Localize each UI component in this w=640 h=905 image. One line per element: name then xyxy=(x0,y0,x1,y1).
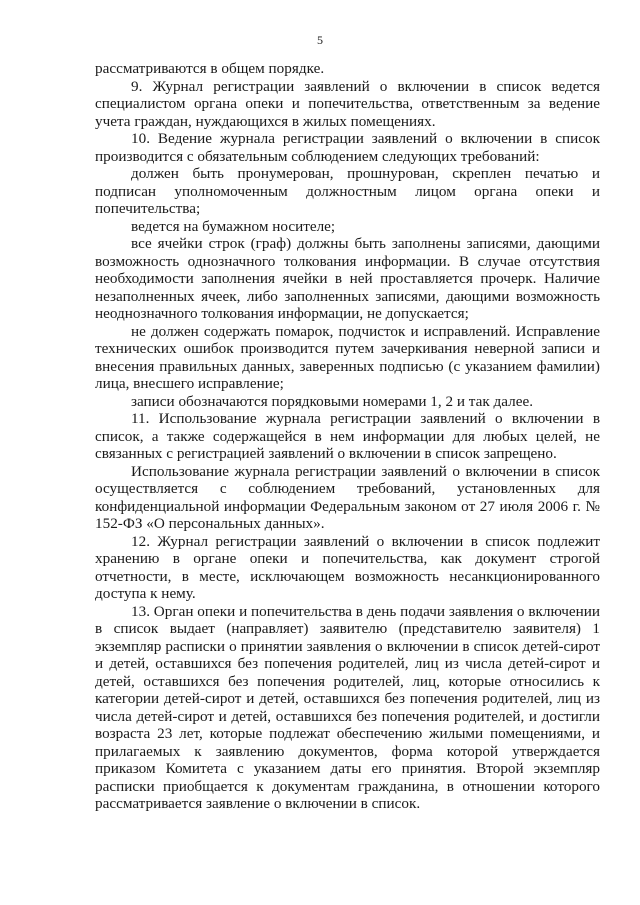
paragraph: записи обозначаются порядковыми номерами 1, 2 и так далее. xyxy=(131,392,534,410)
paragraph: Использование журнала регистрации заявлений о включении в список осуществляется с соблюдением требований, установленных для конфиденциальной информации Федеральным законом от 27 июля 2006 г. № 152-ФЗ «О персональных данных». xyxy=(95,462,600,532)
paragraph: 12. Журнал регистрации заявлений о включении в список подлежит хранению в органе опеки и попечительства, как документ строгой отчетности, в месте, исключающем возможность несанкционированного доступа к нему. xyxy=(95,532,600,602)
paragraph: 11. Использование журнала регистрации заявлений о включении в список, а также содержащейся в нем информации для любых целей, не связанных с регистрацией заявлений о включении в список запрещено. xyxy=(95,410,600,462)
paragraph: не должен содержать помарок, подчисток и исправлений. Исправление технических ошибок производится путем зачеркивания неверной записи и внесения правильных данных, заверенных подписью (с указанием фамилии) лица, внесшего исправление; xyxy=(95,322,600,392)
page-number: 5 xyxy=(317,33,323,47)
paragraph: ведется на бумажном носителе; xyxy=(131,217,336,235)
paragraph: все ячейки строк (граф) должны быть заполнены записями, дающими возможность однозначного толкования информации. В случае отсутствия необходимости заполнения ячейки в ней проставляется прочерк. Наличие незаполненных ячеек, либо заполненных записями, дающими возможность неоднозначного толкования информации, не допускается; xyxy=(95,235,600,322)
paragraph: рассматриваются в общем порядке. xyxy=(95,60,325,77)
paragraph: должен быть пронумерован, прошнурован, скреплен печатью и подписан уполномоченным должностным лицом органа опеки и попечительства; xyxy=(95,165,600,217)
document-body xyxy=(95,60,600,813)
paragraph: 10. Ведение журнала регистрации заявлений о включении в список производится с обязательным соблюдением следующих требований: xyxy=(95,130,600,165)
paragraph: 9. Журнал регистрации заявлений о включении в список ведется специалистом органа опеки и попечительства, ответственным за ведение учета граждан, нуждающихся в жилых помещениях. xyxy=(95,77,600,130)
paragraph: 13. Орган опеки и попечительства в день подачи заявления о включении в список выдает (направляет) заявителю (представителю заявителя) 1 экземпляр расписки о принятии заявления о включении в список детей-сирот и детей, оставшихся без попечения родителей, лиц из числа детей-сирот и детей, оставшихся без попечения родителей, лиц, которые относились к категории детей-сирот и детей, оставшихся без попечения родителей, лиц из числа детей-сирот и детей, оставшихся без попечения родителей, и достигли возраста 23 лет, которые подлежат обеспечению жилыми помещениями, и прилагаемых к заявлению документов, форма которой утверждается приказом Комитета с указанием даты его принятия. Второй экземпляр расписки приобщается к документам гражданина, в отношении которого рассматривается заявление о включении в список. xyxy=(95,602,600,812)
